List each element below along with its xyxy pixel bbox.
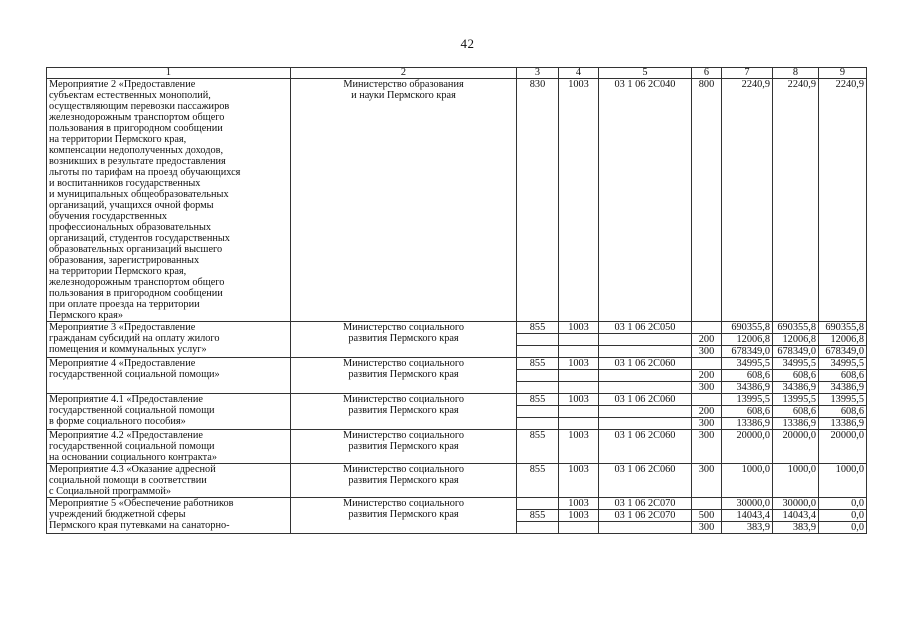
ministry-code-cell: 855 — [517, 394, 559, 406]
ministry-line: Министерство социального — [342, 322, 465, 333]
measure-description — [47, 498, 291, 534]
target-article-cell: 03 1 06 2С060 — [599, 394, 692, 406]
table-row — [47, 430, 867, 464]
ministry-line: Министерство социального — [342, 358, 465, 369]
section-code-cell — [559, 382, 599, 394]
expense-type-cell: 200 — [692, 406, 722, 418]
header-cell-6: 6 — [692, 68, 722, 79]
description-line: на территории Пермского края, — [49, 266, 187, 277]
ministry-line: Министерство образования — [343, 79, 464, 90]
expense-type-cell: 300 — [692, 346, 722, 358]
description-line: профессиональных образовательных — [49, 222, 212, 233]
amount-year3-cell: 0,0 — [819, 510, 867, 522]
responsible-ministry — [291, 394, 517, 430]
description-line: возникших в результате предоставления — [49, 156, 226, 167]
amount-year1-cell: 30000,0 — [722, 498, 773, 510]
description-line: Пермского края путевками на санаторно- — [49, 520, 230, 531]
amount-year2-cell: 20000,0 — [773, 430, 819, 464]
amount-year3-cell: 2240,9 — [819, 79, 867, 322]
amount-year3-cell: 0,0 — [819, 498, 867, 510]
table-row — [47, 394, 867, 406]
amount-year1-cell: 1000,0 — [722, 464, 773, 498]
ministry-code-cell — [517, 346, 559, 358]
section-code-cell — [559, 370, 599, 382]
description-line: гражданам субсидий на оплату жилого — [49, 333, 220, 344]
section-code-cell: 1003 — [559, 498, 599, 510]
amount-year3-cell: 608,6 — [819, 370, 867, 382]
amount-year2-cell: 13386,9 — [773, 418, 819, 430]
section-code-cell — [559, 418, 599, 430]
header-cell-9: 9 — [819, 68, 867, 79]
target-article-cell — [599, 370, 692, 382]
ministry-line: и науки Пермского края — [351, 90, 456, 101]
amount-year2-cell: 1000,0 — [773, 464, 819, 498]
description-line: образования, зарегистрированных — [49, 255, 200, 266]
header-cell-4: 4 — [559, 68, 599, 79]
description-line: на основании социального контракта» — [49, 452, 217, 463]
description-line: в форме социального пособия» — [49, 416, 186, 427]
ministry-line: развития Пермского края — [348, 369, 459, 380]
expense-type-cell — [692, 358, 722, 370]
amount-year1-cell: 34386,9 — [722, 382, 773, 394]
target-article-cell — [599, 382, 692, 394]
amount-year2-cell: 2240,9 — [773, 79, 819, 322]
ministry-line: развития Пермского края — [348, 333, 459, 344]
amount-year2-cell: 30000,0 — [773, 498, 819, 510]
section-code-cell: 1003 — [559, 322, 599, 334]
table-row — [47, 464, 867, 498]
section-code-cell — [559, 334, 599, 346]
section-code-cell: 1003 — [559, 510, 599, 522]
column-number-header — [47, 68, 867, 79]
target-article-cell: 03 1 06 2С060 — [599, 464, 692, 498]
measure-description — [47, 464, 291, 498]
header-cell-5: 5 — [599, 68, 692, 79]
description-line: Мероприятие 2 «Предоставление — [49, 79, 196, 90]
ministry-code-cell — [517, 334, 559, 346]
description-line: осуществляющим перевозки пассажиров — [49, 101, 230, 112]
description-line: Мероприятие 4.1 «Предоставление — [49, 394, 203, 405]
amount-year3-cell: 13386,9 — [819, 418, 867, 430]
amount-year1-cell: 608,6 — [722, 406, 773, 418]
ministry-line: развития Пермского края — [348, 509, 459, 520]
amount-year3-cell: 34995,5 — [819, 358, 867, 370]
amount-year3-cell: 690355,8 — [819, 322, 867, 334]
amount-year1-cell: 13386,9 — [722, 418, 773, 430]
amount-year3-cell: 20000,0 — [819, 430, 867, 464]
amount-year1-cell: 20000,0 — [722, 430, 773, 464]
description-line: Пермского края» — [49, 310, 124, 321]
expense-type-cell: 800 — [692, 79, 722, 322]
ministry-code-cell: 855 — [517, 510, 559, 522]
header-cell-1: 1 — [47, 68, 291, 79]
section-code-cell — [559, 406, 599, 418]
page-number: 42 — [460, 36, 475, 51]
description-line: государственной социальной помощи» — [49, 369, 220, 380]
table-body — [47, 79, 867, 534]
description-line: организаций, студентов государственных — [49, 233, 230, 244]
ministry-code-cell: 830 — [517, 79, 559, 322]
amount-year1-cell: 608,6 — [722, 370, 773, 382]
description-line: Мероприятие 4.2 «Предоставление — [49, 430, 203, 441]
header-cell-8: 8 — [773, 68, 819, 79]
table-row — [47, 498, 867, 510]
expense-type-cell — [692, 322, 722, 334]
description-line: Мероприятие 4.3 «Оказание адресной — [49, 464, 216, 475]
description-line: социальной помощи в соответствии — [49, 475, 207, 486]
amount-year2-cell: 678349,0 — [773, 346, 819, 358]
table-row — [47, 322, 867, 334]
target-article-cell: 03 1 06 2С060 — [599, 430, 692, 464]
description-line: Мероприятие 5 «Обеспечение работников — [49, 498, 234, 509]
description-line: субъектам естественных монополий, — [49, 90, 211, 101]
amount-year3-cell: 12006,8 — [819, 334, 867, 346]
section-code-cell: 1003 — [559, 79, 599, 322]
measure-description — [47, 394, 291, 430]
description-line: государственной социальной помощи — [49, 405, 215, 416]
description-line: железнодорожным транспортом общего — [49, 112, 225, 123]
responsible-ministry — [291, 430, 517, 464]
responsible-ministry — [291, 358, 517, 394]
section-code-cell: 1003 — [559, 430, 599, 464]
description-line: обучения государственных — [49, 211, 168, 222]
target-article-cell: 03 1 06 2С070 — [599, 510, 692, 522]
expense-type-cell: 200 — [692, 370, 722, 382]
header-cell-3: 3 — [517, 68, 559, 79]
table-row — [47, 358, 867, 370]
expense-type-cell: 500 — [692, 510, 722, 522]
amount-year3-cell: 678349,0 — [819, 346, 867, 358]
ministry-code-cell — [517, 498, 559, 510]
amount-year2-cell: 34995,5 — [773, 358, 819, 370]
amount-year3-cell: 13995,5 — [819, 394, 867, 406]
description-line: на территории Пермского края, — [49, 134, 187, 145]
amount-year3-cell: 1000,0 — [819, 464, 867, 498]
target-article-cell — [599, 346, 692, 358]
responsible-ministry — [291, 464, 517, 498]
amount-year2-cell: 13995,5 — [773, 394, 819, 406]
description-line: компенсации недополученных доходов, — [49, 145, 224, 156]
target-article-cell: 03 1 06 2С050 — [599, 322, 692, 334]
expense-type-cell: 300 — [692, 522, 722, 534]
expense-type-cell: 300 — [692, 418, 722, 430]
amount-year2-cell: 608,6 — [773, 406, 819, 418]
section-code-cell — [559, 522, 599, 534]
measure-description — [47, 430, 291, 464]
responsible-ministry — [291, 322, 517, 358]
expense-type-cell: 200 — [692, 334, 722, 346]
ministry-line: развития Пермского края — [348, 441, 459, 452]
description-line: организаций, учащихся очной формы — [49, 200, 214, 211]
ministry-line: развития Пермского края — [348, 405, 459, 416]
amount-year1-cell: 12006,8 — [722, 334, 773, 346]
header-cell-2: 2 — [291, 68, 517, 79]
ministry-code-cell: 855 — [517, 464, 559, 498]
amount-year1-cell: 34995,5 — [722, 358, 773, 370]
description-line: при оплате проезда на территории — [49, 299, 200, 310]
description-line: льготы по тарифам на проезд обучающихся — [49, 167, 241, 178]
target-article-cell — [599, 406, 692, 418]
description-line: железнодорожным транспортом общего — [49, 277, 225, 288]
expense-type-cell — [692, 394, 722, 406]
amount-year2-cell: 608,6 — [773, 370, 819, 382]
ministry-code-cell: 855 — [517, 358, 559, 370]
description-line: учреждений бюджетной сферы — [49, 509, 186, 520]
description-line: и муниципальных общеобразовательных — [49, 189, 229, 200]
expense-type-cell — [692, 498, 722, 510]
measure-description — [47, 358, 291, 394]
amount-year1-cell: 13995,5 — [722, 394, 773, 406]
amount-year1-cell: 14043,4 — [722, 510, 773, 522]
ministry-line: Министерство социального — [342, 464, 465, 475]
description-line: пользования в пригородном сообщении — [49, 123, 223, 134]
description-line: помещения и коммунальных услуг» — [49, 344, 207, 355]
section-code-cell — [559, 346, 599, 358]
description-line: образовательных организаций высшего — [49, 244, 223, 255]
description-line: и воспитанников государственных — [49, 178, 201, 189]
ministry-code-cell — [517, 522, 559, 534]
amount-year2-cell: 690355,8 — [773, 322, 819, 334]
target-article-cell: 03 1 06 2С060 — [599, 358, 692, 370]
amount-year1-cell: 690355,8 — [722, 322, 773, 334]
ministry-line: развития Пермского края — [348, 475, 459, 486]
measure-description — [47, 322, 291, 358]
section-code-cell: 1003 — [559, 358, 599, 370]
section-code-cell: 1003 — [559, 394, 599, 406]
amount-year1-cell: 383,9 — [722, 522, 773, 534]
description-line: государственной социальной помощи — [49, 441, 215, 452]
target-article-cell — [599, 522, 692, 534]
amount-year2-cell: 383,9 — [773, 522, 819, 534]
description-line: пользования в пригородном сообщении — [49, 288, 223, 299]
amount-year1-cell: 2240,9 — [722, 79, 773, 322]
amount-year2-cell: 14043,4 — [773, 510, 819, 522]
ministry-code-cell — [517, 406, 559, 418]
measure-description — [47, 79, 291, 322]
amount-year1-cell: 678349,0 — [722, 346, 773, 358]
ministry-code-cell — [517, 370, 559, 382]
responsible-ministry — [291, 79, 517, 322]
table-row — [47, 79, 867, 322]
amount-year3-cell: 0,0 — [819, 522, 867, 534]
expense-type-cell: 300 — [692, 382, 722, 394]
expense-type-cell: 300 — [692, 464, 722, 498]
description-line: Мероприятие 4 «Предоставление — [49, 358, 196, 369]
amount-year2-cell: 34386,9 — [773, 382, 819, 394]
target-article-cell: 03 1 06 2С040 — [599, 79, 692, 322]
amount-year2-cell: 12006,8 — [773, 334, 819, 346]
amount-year3-cell: 608,6 — [819, 406, 867, 418]
ministry-code-cell — [517, 418, 559, 430]
responsible-ministry — [291, 498, 517, 534]
target-article-cell — [599, 334, 692, 346]
amount-year3-cell: 34386,9 — [819, 382, 867, 394]
ministry-line: Министерство социального — [342, 498, 465, 509]
header-cell-7: 7 — [722, 68, 773, 79]
description-line: Мероприятие 3 «Предоставление — [49, 322, 196, 333]
ministry-code-cell: 855 — [517, 430, 559, 464]
ministry-line: Министерство социального — [342, 430, 465, 441]
section-code-cell: 1003 — [559, 464, 599, 498]
ministry-code-cell — [517, 382, 559, 394]
ministry-code-cell: 855 — [517, 322, 559, 334]
ministry-line: Министерство социального — [342, 394, 465, 405]
budget-table — [46, 67, 867, 534]
description-line: с Социальной программой» — [49, 486, 172, 497]
target-article-cell: 03 1 06 2С070 — [599, 498, 692, 510]
expense-type-cell: 300 — [692, 430, 722, 464]
target-article-cell — [599, 418, 692, 430]
